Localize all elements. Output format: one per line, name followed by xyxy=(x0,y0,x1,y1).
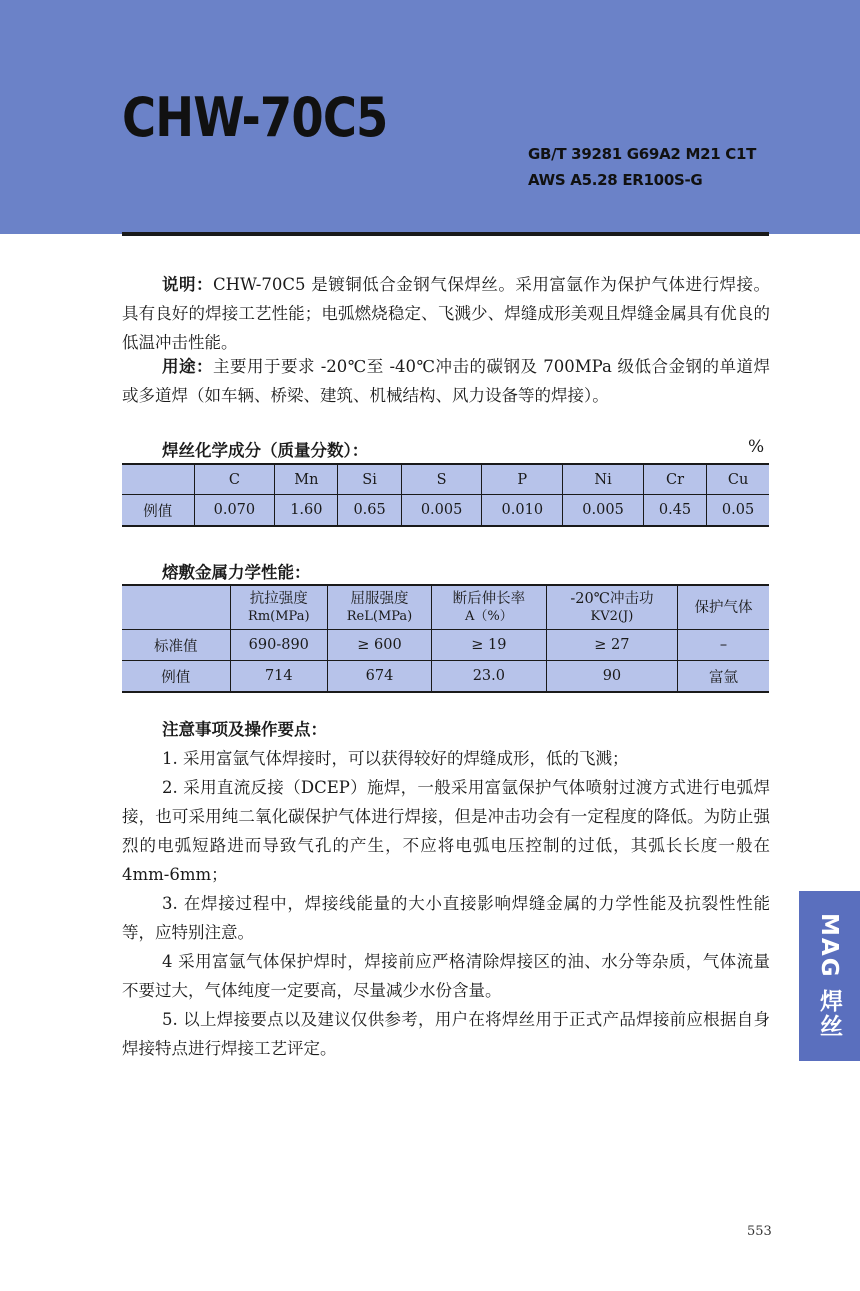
mechanical-header-sub: Rm(MPa) xyxy=(248,608,310,624)
chemistry-header-row xyxy=(122,464,769,495)
intro-paragraph xyxy=(122,270,770,357)
usage-lead: 用途： xyxy=(162,357,213,376)
mechanical-value-cell: 23.0 xyxy=(431,661,546,693)
page-number: 553 xyxy=(747,1224,772,1239)
chemistry-header-cell: Si xyxy=(338,464,401,495)
note-item: 3. 在焊接过程中，焊接线能量的大小直接影响焊缝金属的力学性能及抗裂性性能等，应特别注意。 xyxy=(122,894,770,942)
mechanical-header-main: -20℃冲击功 xyxy=(570,590,654,607)
note-item: 5. 以上焊接要点以及建议仅供参考，用户在将焊丝用于正式产品焊接前应根据自身焊接特点进行焊接工艺评定。 xyxy=(122,1010,770,1058)
mechanical-header-main: 屈服强度 xyxy=(350,590,409,607)
mechanical-header-cell xyxy=(678,585,769,630)
standard-gb: GB/T 39281 G69A2 M21 C1T xyxy=(528,145,757,163)
mechanical-value-cell: 674 xyxy=(328,661,432,693)
chemistry-value-cell: 0.65 xyxy=(338,495,401,527)
chemistry-header-cell xyxy=(122,464,194,495)
mechanical-table xyxy=(122,584,769,693)
usage-text: 主要用于要求 -20℃至 -40℃冲击的碳钢及 700MPa 级低合金钢的单道焊或多道焊（如车辆、桥梁、建筑、机械结构、风力设备等的焊接）。 xyxy=(122,357,771,405)
mechanical-header-row xyxy=(122,585,769,630)
chemistry-unit: % xyxy=(748,437,765,457)
mechanical-row-label: 例值 xyxy=(122,661,230,693)
chemistry-header-cell: Mn xyxy=(275,464,338,495)
mechanical-standard-row xyxy=(122,630,769,661)
chemistry-header-cell: S xyxy=(401,464,482,495)
chemistry-header-cell: Ni xyxy=(563,464,644,495)
mechanical-value-cell: ≥ 27 xyxy=(546,630,677,661)
mechanical-value-cell: ≥ 19 xyxy=(431,630,546,661)
side-tab-label: MAG 焊丝 xyxy=(816,913,842,1039)
mechanical-header-main: 保护气体 xyxy=(694,599,753,616)
mechanical-header-cell xyxy=(431,585,546,630)
mechanical-header-cell xyxy=(328,585,432,630)
chemistry-header-cell: P xyxy=(482,464,563,495)
mechanical-header-sub: ReL(MPa) xyxy=(346,608,413,624)
mechanical-header-cell xyxy=(122,585,230,630)
header-rule xyxy=(122,232,769,236)
notes-list xyxy=(122,744,770,1063)
mechanical-header-main: 断后伸长率 xyxy=(452,590,526,607)
mechanical-value-cell: – xyxy=(678,630,769,661)
chemistry-value-cell: 0.005 xyxy=(563,495,644,527)
mechanical-value-cell: 90 xyxy=(546,661,677,693)
mechanical-row-label: 标准值 xyxy=(122,630,230,661)
standard-aws: AWS A5.28 ER100S-G xyxy=(528,171,703,189)
chemistry-row-label: 例值 xyxy=(122,495,194,527)
chemistry-title: 焊丝化学成分（质量分数）： xyxy=(162,441,369,460)
mechanical-header-cell xyxy=(230,585,328,630)
chemistry-value-cell: 0.070 xyxy=(194,495,275,527)
header-band xyxy=(0,0,860,234)
chemistry-value-cell: 0.005 xyxy=(401,495,482,527)
chemistry-value-cell: 1.60 xyxy=(275,495,338,527)
chemistry-value-cell: 0.010 xyxy=(482,495,563,527)
mechanical-header-main: 抗拉强度 xyxy=(249,590,308,607)
note-item: 4 采用富氩气体保护焊时，焊接前应严格清除焊接区的油、水分等杂质，气体流量不要过大，气体纯度一定要高，尽量减少水份含量。 xyxy=(122,952,770,1000)
mechanical-value-cell: ≥ 600 xyxy=(328,630,432,661)
mechanical-value-cell: 690-890 xyxy=(230,630,328,661)
mechanical-value-cell: 714 xyxy=(230,661,328,693)
intro-lead: 说明： xyxy=(162,275,214,294)
chemistry-table xyxy=(122,463,769,527)
product-title: CHW-70C5 xyxy=(122,86,388,149)
chemistry-header-cell: C xyxy=(194,464,275,495)
notes-title: 注意事项及操作要点： xyxy=(162,720,327,739)
mechanical-header-sub: A（%） xyxy=(464,608,513,624)
chemistry-value-row xyxy=(122,495,769,527)
mechanical-example-row xyxy=(122,661,769,693)
chemistry-header-cell: Cr xyxy=(643,464,706,495)
chemistry-value-cell: 0.05 xyxy=(707,495,769,527)
intro-text: CHW-70C5 是镀铜低合金钢气保焊丝。采用富氩作为保护气体进行焊接。具有良好的焊接工艺性能；电弧燃烧稳定、飞溅少、焊缝成形美观且焊缝金属具有优良的低温冲击性能。 xyxy=(122,275,770,352)
mechanical-title: 熔敷金属力学性能： xyxy=(162,563,311,582)
mechanical-value-cell: 富氩 xyxy=(678,661,769,693)
note-item: 2. 采用直流反接（DCEP）施焊，一般采用富氩保护气体喷射过渡方式进行电弧焊接，也可采用纯二氧化碳保护气体进行焊接，但是冲击功会有一定程度的降低。为防止强烈的电弧短路进而导致气孔的产生，不应将电弧电压控制的过低，其弧长长度一般在 4mm-6mm； xyxy=(122,778,770,884)
mechanical-header-cell xyxy=(546,585,677,630)
chemistry-value-cell: 0.45 xyxy=(643,495,706,527)
usage-paragraph xyxy=(122,352,770,410)
mechanical-header-sub: KV2(J) xyxy=(590,608,634,624)
side-tab-mag-wire xyxy=(799,891,860,1061)
chemistry-header-cell: Cu xyxy=(707,464,769,495)
note-item: 1. 采用富氩气体焊接时，可以获得较好的焊缝成形，低的飞溅； xyxy=(162,749,629,768)
